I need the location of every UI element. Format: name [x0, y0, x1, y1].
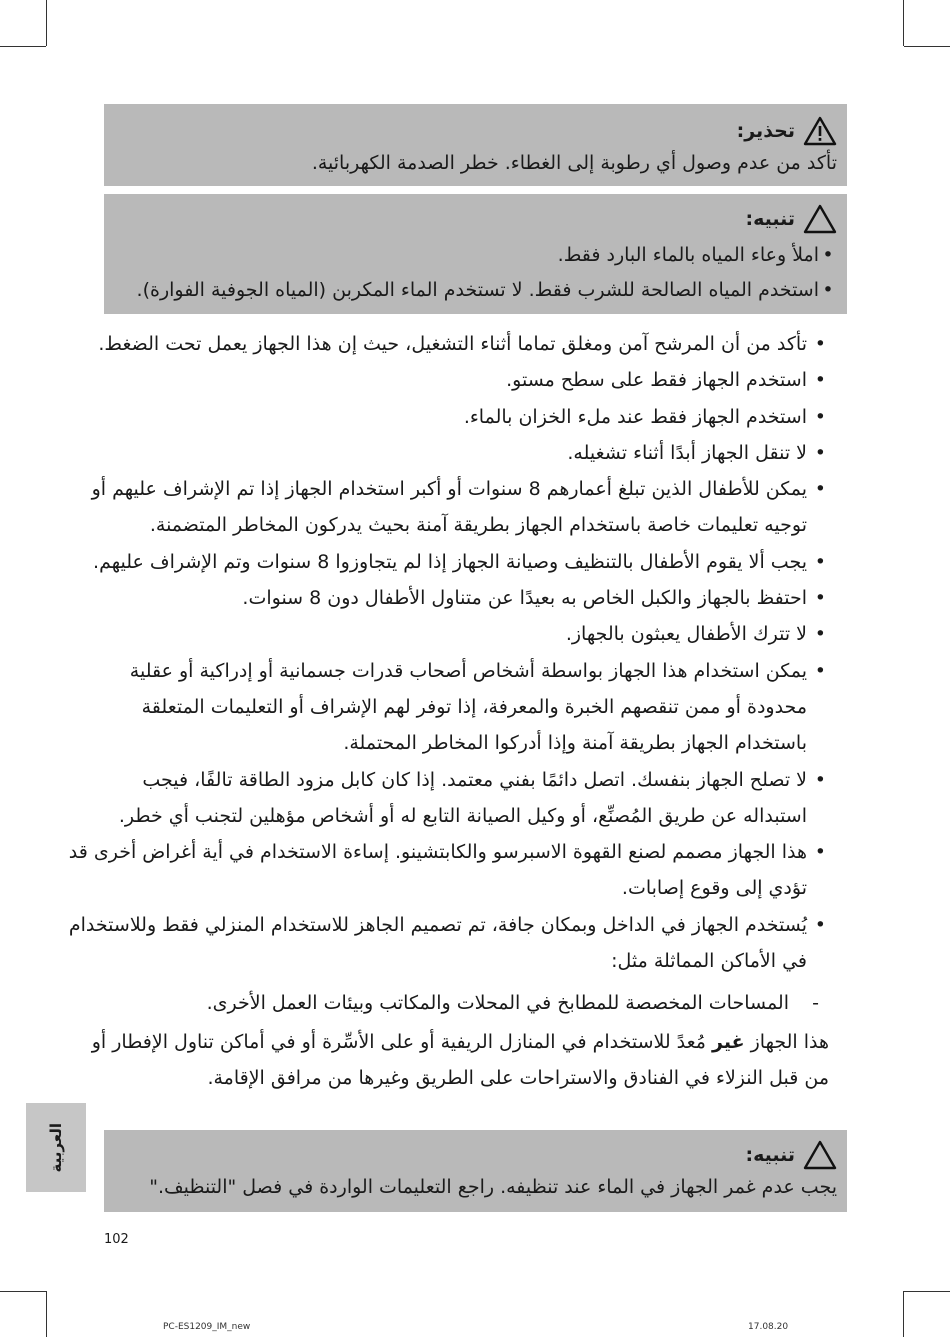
crop-mark: [903, 1291, 904, 1337]
list-item: • يمكن للأطفال الذين تبلغ أعمارهم 8 سنوات أو أكبر استخدام الجهاز إذا تم الإشراف عليهم أو: [104, 471, 829, 507]
warning-triangle-icon: [803, 116, 837, 146]
footer-file-name: PC-ES1209_IM_new: [163, 1322, 251, 1332]
page-number: 102: [104, 1232, 129, 1247]
caution-triangle-icon: [803, 1140, 837, 1170]
paragraph-line: من قبل النزلاء في الفنادق والاستراحات على الطريق وغيرها من مرافق الإقامة.: [207, 1066, 829, 1089]
list-item: • استخدم الجهاز فقط على سطح مستو.: [104, 362, 829, 398]
caution-text: يجب عدم غمر الجهاز في الماء عند تنظيفه. راجع التعليمات الواردة في فصل "التنظيف.": [149, 1176, 837, 1198]
list-item: • يُستخدم الجهاز في الداخل وبمكان جافة، تم تصميم الجاهز للاستخدام المنزلي فقط وللاستخدام: [104, 907, 829, 943]
list-item: • احتفظ بالجهاز والكبل الخاص به بعيدًا عن متناول الأطفال دون 8 سنوات.: [104, 580, 829, 616]
warning-heading: [114, 116, 837, 146]
list-item: • يجب ألا يقوم الأطفال بالتنظيف وصيانة الجهاز إذا لم يتجاوزوا 8 سنوات وتم الإشراف عليهم.: [104, 544, 829, 580]
footer-date: 17.08.20: [748, 1322, 789, 1332]
caution-triangle-icon: [803, 204, 837, 234]
warning-title: تحذير:: [736, 120, 795, 142]
caution-box: [104, 194, 847, 314]
warning-text: تأكد من عدم وصول أي رطوبة إلى الغطاء. خطر الصدمة الكهربائية.: [311, 152, 837, 174]
list-item-continuation: محدودة أو ممن تنقصهم الخبرة والمعرفة، إذا توفر لهم الإشراف أو التعليمات المتعلقة: [141, 695, 807, 718]
list-item-continuation: استبداله عن طريق المُصنِّع، أو وكيل الصيانة التابع له أو أشخاص مؤهلين لتجنب أي خطر.: [118, 804, 807, 827]
cleaning-caution-box: [104, 1130, 847, 1212]
crop-mark: [46, 0, 47, 46]
crop-mark: [904, 1291, 950, 1292]
caution-heading: [114, 204, 837, 234]
dash-item: - المساحات المخصصة للمطابخ في المحلات والمكاتب وبيئات العمل الأخرى.: [104, 985, 829, 1021]
crop-mark: [46, 1291, 47, 1337]
caution-item: • املأ وعاء المياه بالماء البارد فقط.: [114, 238, 837, 273]
warning-box: [104, 104, 847, 186]
list-item: • استخدم الجهاز فقط عند ملء الخزان بالماء.: [104, 399, 829, 435]
list-item-continuation: في الأماكن المماثلة مثل:: [611, 950, 807, 973]
list-item: • لا تترك الأطفال يعبثون بالجهاز.: [104, 616, 829, 652]
list-item-continuation: توجيه تعليمات خاصة باستخدام الجهاز بطريقة آمنة بحيث يدركون المخاطر المتضمنة.: [149, 514, 807, 537]
paragraph-line: هذا الجهاز غير مُعدً للاستخدام في المنازل الريفية أو على الأسِّرة أو في أماكن تناول الإفطار أو: [91, 1030, 829, 1053]
list-item: • لا تصلح الجهاز بنفسك. اتصل دائمًا بفني معتمد. إذا كان كابل مزود الطاقة تالفًا، فيجب: [104, 762, 829, 798]
crop-mark: [0, 1291, 46, 1292]
emphasis-word: غير: [712, 1030, 745, 1053]
safety-list: [68, 326, 829, 1096]
list-item: • يمكن استخدام هذا الجهاز بواسطة أشخاص أصحاب قدرات جسمانية أو إدراكية أو عقلية: [104, 653, 829, 689]
caution-heading: [114, 1140, 837, 1170]
language-tab: [26, 1103, 86, 1192]
list-item: • هذا الجهاز مصمم لصنع القهوة الاسبرسو والكابتشينو. إساءة الاستخدام في أية أغراض أخرى قد: [104, 834, 829, 870]
crop-mark: [0, 46, 46, 47]
list-item-continuation: تؤدي إلى وقوع إصابات.: [621, 877, 807, 900]
caution-item: • استخدم المياه الصالحة للشرب فقط. لا تستخدم الماء المكربن (المياه الجوفية الفوارة).: [114, 273, 837, 308]
caution-title: تنبيه:: [745, 208, 795, 230]
list-item-continuation: باستخدام الجهاز بطريقة آمنة وإذا أدركوا المخاطر المحتملة.: [343, 732, 807, 755]
crop-mark: [904, 46, 950, 47]
list-item: • لا تنقل الجهاز أبدًا أثناء تشغيله.: [104, 435, 829, 471]
list-item: • تأكد من أن المرشح آمن ومغلق تماما أثناء التشغيل، حيث إن هذا الجهاز يعمل تحت الضغط.: [104, 326, 829, 362]
caution-title: تنبيه:: [745, 1144, 795, 1166]
language-tab-label: العربية: [47, 1122, 65, 1173]
crop-mark: [903, 0, 904, 46]
